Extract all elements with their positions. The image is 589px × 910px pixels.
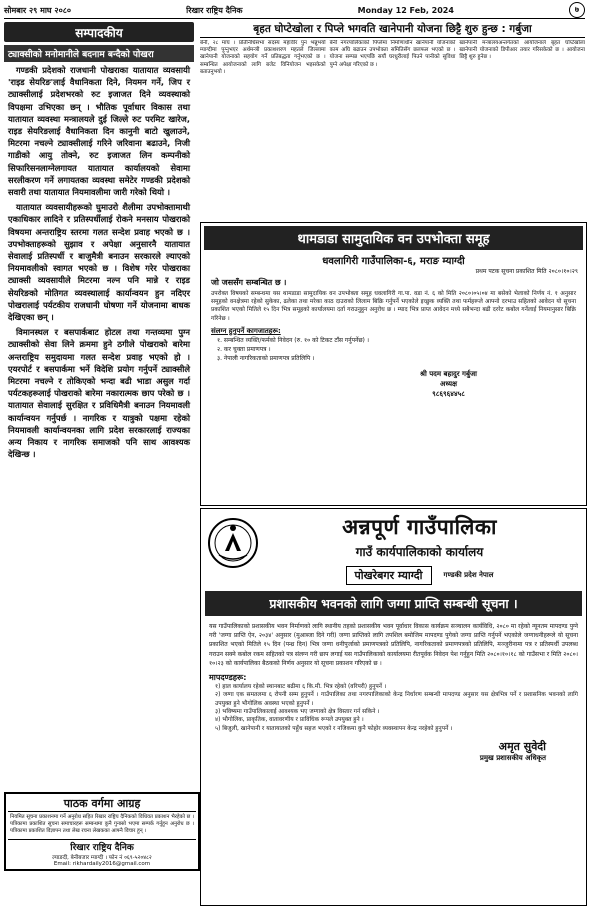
story-column: बेनी, २८ माघ । प्रतिनिधिसभा सदस्य महावीर पुन भन्नुभयो म्याग्दीमा पुग्नुभएर अर्थमन्त्री प्रकाशशरण महतले जिल्लामा खानेपानी योजनाको सहयोग गर्ने प्रतिबद्धता गर्नुभएको छ । सम्बन्धित आयोजनाको लागि बजेट विनियोजन भइसकेको बताउनुभयो । <box>200 40 326 75</box>
appeal-contact: ल्याङदी, बेनीबजार म्याग्दी । फोन नं ०६९-५२०४८२ <box>52 855 152 861</box>
editorial-column <box>4 22 194 906</box>
notice2-location: पोखरेबगर म्याग्दी <box>346 566 432 585</box>
news-story <box>200 22 585 212</box>
notice1-signature <box>201 369 586 399</box>
notice2-criterion: १) हाल कार्यालय रहेको स्थानबाट बढीमा ६ कि.मी. भित्र रहेको (वरिपरी) हुनुपर्ने । <box>215 684 387 691</box>
editorial-title: ट्याक्सीको मनोमानीले बदनाम बन्दैको पोखरा <box>4 45 194 62</box>
editorial-section-label: सम्पादकीय <box>75 25 123 40</box>
notice2-signer-title: प्रमुख प्रशासकीय अधिकृत <box>479 753 546 762</box>
notice2-org-name: अन्नपूर्ण गाउँपालिका <box>342 515 497 539</box>
notice2-body: यस गाउँपालिकाको प्रशासकीय भवन निर्माणको लागि स्थानीय तहको प्रशासकीय भवन पूर्वाधार विकास कार्यक्रम सञ्चालन कार्यविधि, २०८० मा रहेको न्यूनतम मापदण्ड पुग्ने गरी 'जग्गा प्राप्ति ऐन, २०३४' अनुसार (मुआब्जा दिने गरी) जग्गा प्राप्तिको लागि तपशिल बमोजिम मापदण्ड पुगेको जग्गा प्राप्ति गर्नुपर्ने भएकोले जग्गाधनीहरूले यो सूचना प्रकाशित भएको मितिले १५ दिन (पन्ध्र दिन) भित्र जग्गा धनीपुर्जाको प्रमाणपत्रको प्रतिलिपि, नागरिकताको प्रमाणपत्रको प्रतिलिपि, मञ्जुरीनामा पत्र र प्रतिस्पर्धी उपलब्ध गराउन सक्ने कबोल रकम सहितको पत्र संलग्न गरी छाप लगाई यस गाउँपालिकाको कार्यालयमा रीतपूर्वक निवेदन पेश गर्नुहुन मिति २०८०।१०।१८ को गाउँसभा र मिति २०८०।१०।२३ को कार्यपालिका बैठकको निर्णय अनुसार यो सूचना प्रकाशन गरिएको छ । <box>209 623 578 667</box>
notice2-signature <box>201 739 586 763</box>
notice1-heading: जो जससँग सम्बन्धित छ । <box>211 278 287 287</box>
notice2-criteria-heading: मापदण्डहरू: <box>209 673 247 683</box>
notice2-place-row <box>259 566 580 585</box>
notice1-banner: थामडाडा सामुदायिक वन उपभोक्ता समूह <box>204 226 583 250</box>
story-column: खानेपानी मन्त्रालयअन्तर्गतको आयोजनाले बृहत घोप्टेखोला खानेपानी योजनाको डिपीआर तयार गरिसकेको छ । आयोजना छिट्टै शुरु हुनेछ । <box>459 40 585 61</box>
notice2-province: गण्डकी प्रदेश नेपाल <box>443 571 494 579</box>
notice1-signer-title: अध्यक्ष <box>439 379 458 388</box>
notice1-doc-item: २. कर चुक्ता प्रमाणपत्र । <box>217 345 271 353</box>
reader-appeal-box <box>4 792 200 871</box>
header-date-english: Monday 12 Feb, 2024 <box>357 5 454 15</box>
notice2-banner: प्रशासकीय भवनको लागि जग्गा प्राप्ति सम्बन्धी सूचना । <box>205 591 582 616</box>
story-columns <box>200 40 585 212</box>
editorial-body <box>4 62 194 466</box>
notice1-body: उपरोक्त विषयको सम्बन्धमा यस थामडाडा सामुदायिक वन उपभोक्ता समूह धवलागिरी गा.पा. वडा नं. ६ को मिति २०८०।०५।०४ मा बसेको भेलाको निर्णय नं. १ अनुसार समूहको वनक्षेत्रमा रहेको सुकेका, ढलेका तथा मरेका काठ दाउराको लिलाम बिक्रि गर्नुपर्ने भएकोले इच्छुक व्यक्ति तथा फर्महरूले आफ्नो दरभाउ सहितको आवेदन यो सूचना प्रकाशित भएको मितिले १५ दिन भित्र समूहको कार्यालयमा दर्ता गराउनुहुन अनुरोध छ । म्याद भित्र प्राप्त आवेदन मध्ये सबैभन्दा बढी दररेट कबोल गर्नेलाई नियमानुसार बिक्रि गरिनेछ । <box>211 291 576 322</box>
appeal-text: नियमित सूचना प्रकाशनमा गर्ने अनुरोध सहित रिखार राष्ट्रिय दैनिकको विधिवत प्रकाशन भैरहेको छ । पत्रिकामा प्रकाशित सूचना समाचारहरू सम्बन्धमा कुनै गुनासो भएमा सम्पर्क गर्नुहुन अनुरोध छ । पत्रिकामा प्रकाशित विज्ञापन तथा लेख रचना लेखकका आफ्नै विचार हुन् । <box>10 814 194 834</box>
editorial-paragraph: विमानस्थल र बसपार्कबाट होटल तथा गन्तव्यमा पुग्न ट्याक्सीको सेवा लिने क्रममा हुने ठगीले पोखराको बारेमा अन्तराष्ट्रिय समुदायमा गलत सन्देश प्रवाह भएको हो । एयरपोर्ट र बसपार्कमा भर्ने विदेशि प्रयोग गर्नुपर्ने ट्याक्सीले मिटरमा नचल्ने र तोकिएको भन्दा बढी भाडा असुल गर्दा पर्यटकहरूलाई पोखराको बारेमा नकारात्मक छाप परेको छ । यातायात सेवालाई सुरक्षित र प्रविधिमैत्री बनाउन नियमावली कार्यान्वयन गर्नुपर्छ । नागरिक र यात्रुको पक्षमा रहेको नियमावली कार्यान्वयनका लागि प्रदेश सरकारलाई राज्यका अन्य निकाय र नागरिक समाजको पनि साथ आवश्यक देखिन्छ । <box>8 327 190 460</box>
appeal-title: पाठक वर्गमा आग्रह <box>8 796 196 812</box>
notice2-criterion: ५) बिजुली, खानेपानी र यातायातको पहुँच सहज भएको र नजिकमा कुनै फोहोर व्यवस्थापन केन्द्र नरहेको हुनुपर्ने । <box>215 725 453 732</box>
editorial-section-header <box>4 22 194 42</box>
notice2-criterion: ४) भौगोलिक, प्राकृतिक, वातावरणीय र प्राविधिक रूपले उपयुक्त हुने । <box>215 717 364 724</box>
notice1-date-line: प्रथम पटक सूचना प्रकाशित मिति २०८०।१०।२९ <box>475 268 578 275</box>
notice2-letterhead <box>201 509 586 589</box>
rural-municipality-notice <box>200 508 587 906</box>
appeal-paper-name: रिखार राष्ट्रिय दैनिक <box>8 839 196 853</box>
editorial-paragraph: गण्डकी प्रदेशको राजधानी पोखराका यातायात व्यवसायी 'राइड सेयरिङ'लाई वैधानिकता दिने, नियमन गर्ने, जिप र ट्याक्सीलाई प्रदेशभरको रुट इजाजत दिने व्यवस्थाको विपक्षमा उभिएका छन् । भौतिक पूर्वाधार विकास तथा यातायात व्यवस्था मन्त्रालयले दुई जिल्ले रुट परमिट खारेज, राइड सेयरिङलाई वैधानिकता दिन कानुनी बाटो खुलाउने, मिटरमा नचल्ने ट्याक्सीलाई गरिने जरिवाना बढाउने, निजी गाडीको आयु तोक्ने, रुट इजाजत लिन कम्पनीको सिफारिसनलाग्नेलगायत यातायात कार्यालयको सेवामा सरलीकरण गर्ने लगायतका व्यवस्था समेटेर गण्डकी प्रदेशको सवारी तथा यातायात नियमावलीमा जारी गरेको थियो । <box>8 65 190 198</box>
notice1-phone: ९८६९६४४५८ <box>432 389 465 398</box>
header-date-nepali: सोमबार २९ माघ २०८० <box>4 5 72 15</box>
notice2-titles <box>259 513 580 585</box>
notice1-address: धवलागिरी गाउँपालिका-६, मराङ म्याग्दी <box>322 256 465 267</box>
story-column: बेनी नगरपालिकाको पिप्लेमा निर्माणाधीन खानेपानी योजनाको काम अघि बढाउन उपभोक्ता समितिसँग छलफल भएको छ । योजना सम्पन्न भएपछि सयौं घरधुरीलाई पिउने पानीको सुविधा पुग्ने अपेक्षा गरिएको छ । <box>329 40 456 68</box>
page-header <box>4 2 585 19</box>
notice2-signer: अमृत सुवेदी <box>498 739 546 753</box>
notice2-office: गाउँ कार्यपालिकाको कार्यालय <box>355 545 484 559</box>
notice2-criterion: २) जग्गा एक समतलमा ६ रोपनी सम्म हुनुपर्ने । गाउँपालिका तथा नगरपालिकाको केन्द्र निर्धारण सम्बन्धी मापदण्ड अनुसार यस क्षेत्रभित्र पर्ने र प्रशासनिक भवनको लागि उपयुक्त हुने भौगोलिक अवस्था भएको हुनुपर्ने । <box>215 692 578 707</box>
notice1-docs-heading: संलग्न हुनुपर्ने कागजातहरू: <box>211 326 281 335</box>
notice1-doc-item: १. सम्बन्धित व्यक्ति/फर्मको निवेदन (रु. १० को टिकट टाँस गर्नुपर्नेछ) । <box>217 336 370 344</box>
notice2-criterion: ३) भविष्यमा गाउँपालिकालाई आवश्यक भए जग्गाको क्षेत्र विस्तार गर्न सकिने । <box>215 708 380 715</box>
appeal-email: Email: rikhardaily2016@gmail.com <box>53 861 151 867</box>
notice1-signer: श्री पदम बहादुर गर्बुजा <box>419 369 477 378</box>
forest-group-notice <box>200 222 587 506</box>
editorial-paragraph: यातायात व्यवसायीहरूको घुमाउरो शैलीमा उपभोक्तामाथी एकाधिकार लादिने र प्रतिस्पर्धीलाई रोकने मनसाय पोखराको विषयमा अन्तराष्ट्रिय स्तरमा गलत सन्देश प्रवाह भएको छ । उपभोक्ताहरूको सुझाव र अपेक्षा अनुसारनै यातायात सेवालाई प्रतिस्पर्धी र बाजुमैत्री बनाउन सरकारले ल्याएको नियमावलीको स्वागत भएको छ । विशेष गरेर पोखराका ट्याक्सी व्यवसायीले मिटरमा नल्न पनि मान्ने र राइड सेयरिङको मोतिगत व्यवस्थालाई कार्यान्वयन हुन नदिएर पोखरालाई पर्यटकीय राजधानी घोषणा गर्ने योजनामा बाधक देखिएका छन् । <box>8 202 190 323</box>
header-paper-name: रिखार राष्ट्रिय दैनिक <box>186 5 243 15</box>
page-number: ७ <box>569 2 585 18</box>
story-headline: बृहत घोप्टेखोला र पिप्ले भगवति खानेपानी योजना छिट्टै शुरु हुन्छ : गर्बुजा <box>200 22 585 38</box>
nepal-emblem-icon <box>207 517 259 569</box>
notice1-doc-item: ३. नेपाली नागरिकताको प्रमाणपत्र प्रतिलिपि । <box>217 354 315 362</box>
